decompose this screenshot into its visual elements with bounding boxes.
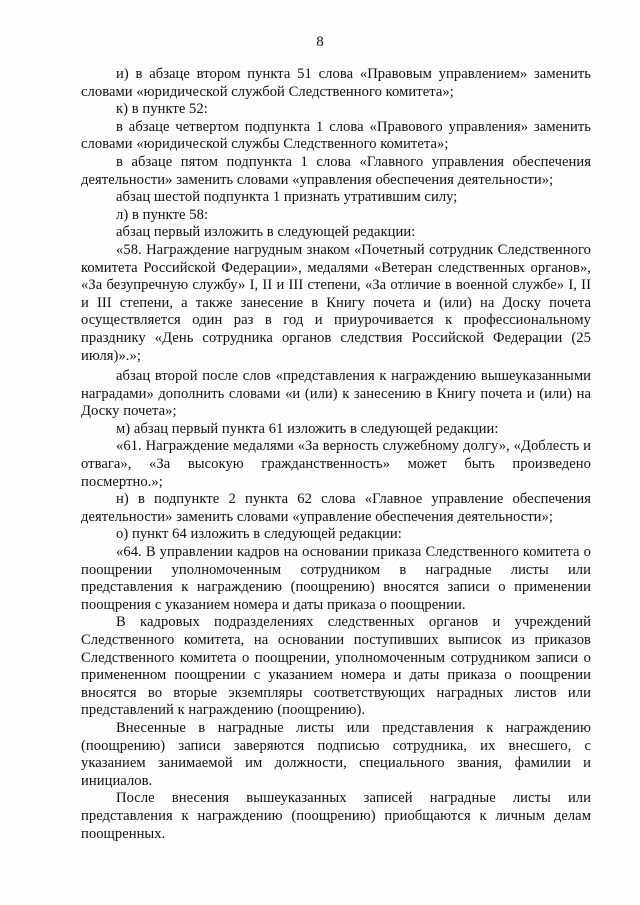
paragraph-k: к) в пункте 52: — [116, 101, 208, 118]
paragraph-l-2: абзац второй после слов «представления к награждению вышеуказанными наградами» дополнить словами «и (или) к занесению в Книгу почета и (или) на Доску почета»; — [81, 368, 591, 420]
paragraph-i: и) в абзаце втором пункта 51 слова «Правовым управлением» заменить словами «юридической службой Следственного комитета»; — [81, 66, 591, 100]
paragraph-61: «61. Награждение медалями «За верность служебному долгу», «Доблесть и отвага», «За высокую гражданственность» может быть произведено посмертно.»; — [81, 438, 591, 490]
paragraph-k-3: абзац шестой подпункта 1 признать утратившим силу; — [116, 189, 458, 206]
paragraph-64: «64. В управлении кадров на основании приказа Следственного комитета о поощрении уполномоченным сотрудником в наградные листы или представления к награждению (поощрению) вносятся записи о применении поощрения с указанием номера и даты приказа о поощрении. — [81, 544, 591, 613]
paragraph-k-1: в абзаце четвертом подпункта 1 слова «Правового управления» заменить словами «юридической службы Следственного комитета»; — [81, 118, 591, 153]
paragraph-64-3: Внесенные в наградные листы или представления к награждению (поощрению) записи заверяются подписью сотрудника, их внесшего, с указанием занимаемой им должности, специального звания, фамилии и инициалов. — [81, 719, 591, 789]
paragraph-l: л) в пункте 58: — [116, 206, 209, 223]
paragraph-o: о) пункт 64 изложить в следующей редакции: — [116, 526, 402, 543]
paragraph-k-2: в абзаце пятом подпункта 1 слова «Главного управления обеспечения деятельности» заменить словами «управления обеспечения деятельности»; — [81, 153, 591, 188]
paragraph-64-4: После внесения вышеуказанных записей наградные листы или представления к награждению (поощрению) приобщаются к личным делам поощренных. — [81, 790, 591, 842]
paragraph-64-2: В кадровых подразделениях следственных органов и учреждений Следственного комитета, на основании поступивших выписок из приказов Следственного комитета о поощрении, уполномоченным сотрудником записи о примененном поощрении с указанием номера и даты приказа о поощрении вносятся во вторые экземпляры соответствующих наградных листов или представлений к награждению (поощрению). — [81, 614, 591, 719]
document-body — [81, 66, 591, 843]
page-number: 8 — [316, 34, 324, 50]
paragraph-l-1: абзац первый изложить в следующей редакции: — [116, 224, 416, 241]
paragraph-n: н) в подпункте 2 пункта 62 слова «Главное управление обеспечения деятельности» заменить словами «управление обеспечения деятельности»; — [81, 491, 591, 525]
paragraph-58: «58. Награждение нагрудным знаком «Почетный сотрудник Следственного комитета Российской Федерации», медалями «Ветеран следственных органов», «За безупречную службу» I, II и III степени, «За отличие в военной службе» I, II и III степени, а также занесение в Книгу почета и (или) на Доску почета осуществляется один раз в год и приурочивается к профессиональному празднику «День сотрудника органов следствия Российской Федерации (25 июля)».»; — [81, 241, 591, 364]
paragraph-m: м) абзац первый пункта 61 изложить в следующей редакции: — [116, 420, 499, 437]
